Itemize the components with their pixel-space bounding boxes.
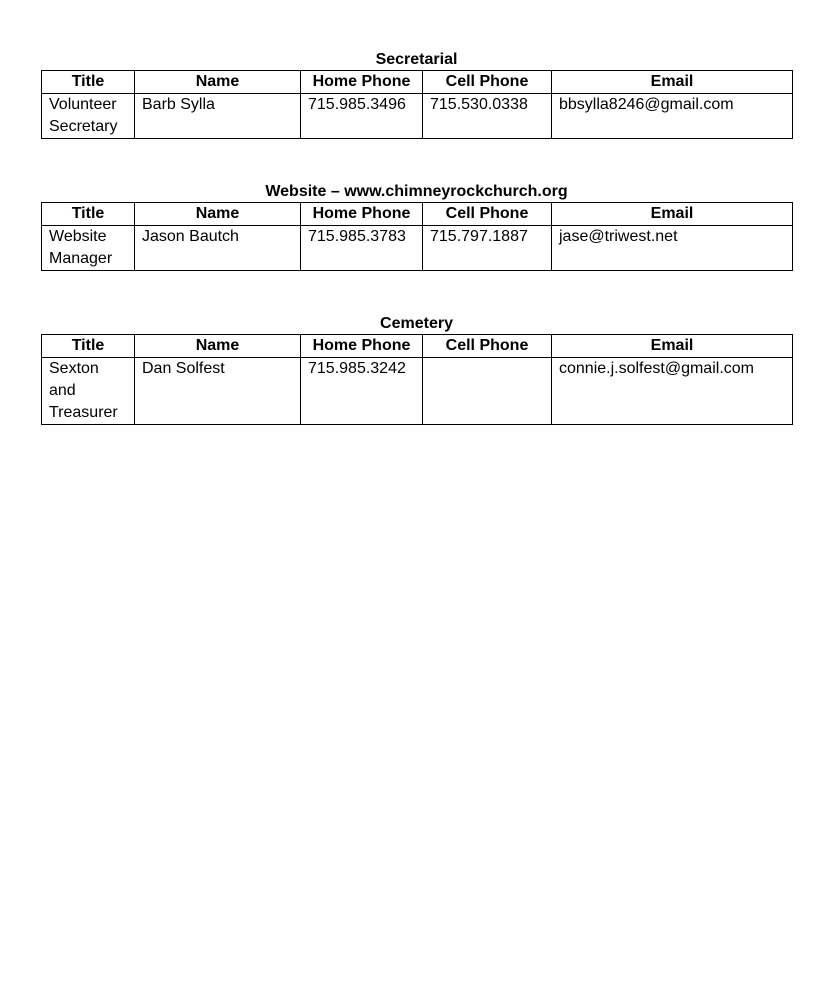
- cell-name: Barb Sylla: [135, 94, 301, 139]
- column-header-home-phone: Home Phone: [301, 203, 423, 226]
- cell-home-phone: 715.985.3242: [301, 358, 423, 425]
- column-header-email: Email: [552, 335, 793, 358]
- column-header-name: Name: [135, 71, 301, 94]
- table-header-row: [42, 203, 793, 226]
- cell-email: jase@triwest.net: [552, 226, 793, 271]
- column-header-email: Email: [552, 71, 793, 94]
- table-row: [42, 226, 793, 271]
- table-header-row: [42, 71, 793, 94]
- column-header-home-phone: Home Phone: [301, 335, 423, 358]
- section-website: [41, 182, 792, 271]
- cell-home-phone: 715.985.3783: [301, 226, 423, 271]
- column-header-email: Email: [552, 203, 793, 226]
- table-row: [42, 94, 793, 139]
- cell-title: Sexton and Treasurer: [42, 358, 135, 425]
- cell-email: connie.j.solfest@gmail.com: [552, 358, 793, 425]
- column-header-title: Title: [42, 203, 135, 226]
- table-row: [42, 358, 793, 425]
- column-header-cell-phone: Cell Phone: [423, 335, 552, 358]
- cell-cell-phone: 715.797.1887: [423, 226, 552, 271]
- cell-cell-phone: 715.530.0338: [423, 94, 552, 139]
- table-header-row: [42, 335, 793, 358]
- cell-home-phone: 715.985.3496: [301, 94, 423, 139]
- section-title: Website – www.chimneyrockchurch.org: [265, 183, 568, 200]
- section-cemetery: [41, 314, 792, 425]
- column-header-cell-phone: Cell Phone: [423, 71, 552, 94]
- cell-email: bbsylla8246@gmail.com: [552, 94, 793, 139]
- column-header-name: Name: [135, 203, 301, 226]
- contact-table: [41, 334, 793, 425]
- section-secretarial: [41, 50, 792, 139]
- cell-name: Dan Solfest: [135, 358, 301, 425]
- document-page: [41, 50, 792, 468]
- column-header-cell-phone: Cell Phone: [423, 203, 552, 226]
- cell-cell-phone: [423, 358, 552, 425]
- column-header-title: Title: [42, 71, 135, 94]
- column-header-home-phone: Home Phone: [301, 71, 423, 94]
- cell-title: Website Manager: [42, 226, 135, 271]
- contact-table: [41, 202, 793, 271]
- section-title: Cemetery: [380, 315, 453, 332]
- cell-title: Volunteer Secretary: [42, 94, 135, 139]
- section-title: Secretarial: [375, 51, 458, 68]
- contact-table: [41, 70, 793, 139]
- cell-name: Jason Bautch: [135, 226, 301, 271]
- column-header-name: Name: [135, 335, 301, 358]
- column-header-title: Title: [42, 335, 135, 358]
